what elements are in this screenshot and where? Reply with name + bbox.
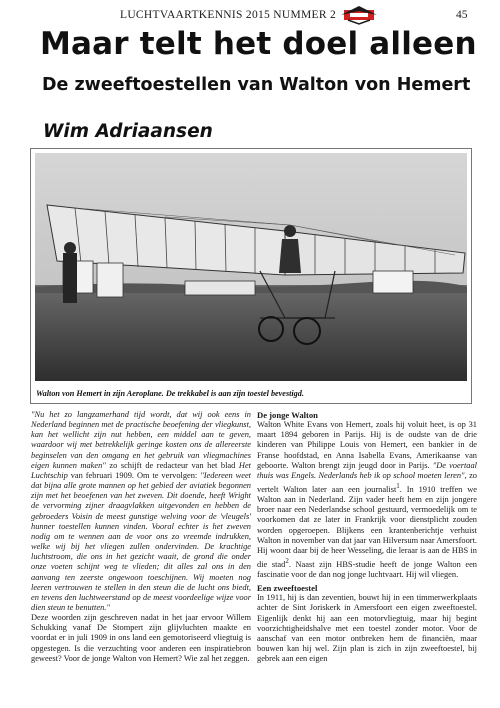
photo-caption: Walton von Hemert in zijn Aeroplane. De trekkabel is aan zijn toestel bevestigd. bbox=[36, 389, 304, 398]
article-author: Wim Adriaansen bbox=[43, 121, 213, 142]
quote-attribution: zo schijft de redacteur van het blad bbox=[105, 460, 239, 470]
glider-paragraph: In 1911, hij is dan zeventien, bouwt hij in een timmerwerkplaats achter de Sint Joriskerk in Amersfoort een eigen zweeftoestel. Eigenlijk denkt hij aan een motorvliegtuig, maar hij begint voorzichtigheidshalve met een toestel zonder motor. Voor de aanschaf van een motor ontbreken hem de financiën, maar bouwen kan hij wel. Zijn plan is zich in zijn zweeftoestel, bij gebrek aan een eigen bbox=[257, 593, 477, 664]
biography-text: . Naast zijn HBS-studie heeft de jonge Walton een fascinatie voor de dan nog jonge luchtvaart. Hij wil vliegen. bbox=[257, 559, 477, 579]
magazine-logo-icon bbox=[340, 5, 378, 25]
walton-quote: "De voertaal thuis was Engels. Nederlands heb ik op school moeten leren" bbox=[257, 460, 477, 480]
section-heading-glider: Een zweeftoestel bbox=[257, 583, 318, 594]
article-subtitle: De zweeftoestellen van Walton von Hemert bbox=[42, 75, 471, 95]
reflection-paragraph: Deze woorden zijn geschreven nadat in het jaar ervoor Willem Schukking vanaf De Stompert zijn glijvluchten maakte en voordat er in juli 1909 in ons land een gemotoriseerd vliegtuig is opgestegen. Is die verzuchting voor anderen een inspiratiebron geweest? Voor de jonge Walton von Hemert? Wie zal het zeggen. bbox=[31, 613, 251, 663]
right-column bbox=[257, 410, 477, 664]
biography-text: . In 1910 treffen we Walton aan in Nederland. Zijn vader heeft hem en zijn jongere broer naar een Nederlandse school gestuurd, vermoedelijk om te voorkomen dat ze later in Frankrijk voor dienstplicht zouden worden opgeroepen. Blijkens een krantenberichtje verhuist Walton in november van dat jaar van Hilversum naar Amersfoort. Hij woont daar bij de heer Wesseling, die leraar is aan de HBS in die stad bbox=[257, 484, 477, 569]
photo-figure bbox=[30, 148, 472, 404]
page-number: 45 bbox=[456, 9, 468, 21]
left-column bbox=[31, 410, 251, 664]
second-quote: "Iedereen weet dat bijna alle grote mannen op het gebied der aviatiek begonnen zijn met het beoefenen van het zweven. Dit doende, heeft Wright de vervorming zijner draagvlakken uitgevonden en hebben de gebroeders Voisin de meest gunstige welving voor de 'vleugels' hunner toestellen kunnen vinden. Vooral echter is het zweven nodig om te wennen aan de voor ons zo vreemde indrukken, welke wij bij het vliegen zullen ondervinden. De krachtige luchtstroom, die ons in het gezicht waait, de grond die onder onze voeten schijnt weg te vlieden; dit alles zal ons in den aanvang ten zeerste ongewoon toeschijnen. Wij moeten nog leeren vertrouwen te stellen in den steun die de lucht ons biedt, en tevens den luchtweerstand op de meest voordeelige wijze voor dien steun te benutten." bbox=[31, 470, 251, 612]
opening-quote: "Nu het zo langzamerhand tijd wordt, dat wij ook eens in Nederland beginnen met de practische beoefening der vliegkunst, kan het wellicht zijn nut hebben, een middel aan te geven, waardoor wij met betrekkelijk geringe kosten ons de allereerste beginselen van den omgang en het gebruik van vliegmachines eigen kunnen maken" bbox=[31, 410, 251, 470]
footnote-marker[interactable]: 1 bbox=[396, 482, 400, 491]
running-header: LUCHTVAARTKENNIS 2015 NUMMER 2 bbox=[120, 9, 337, 21]
section-heading-young-walton: De jonge Walton bbox=[257, 410, 318, 420]
biography-text: Walton White Evans von Hemert, zoals hij voluit heet, is op 31 maart 1894 geboren in Parijs. Hij is de oudste van de drie kinderen van Philippe Louis von Hemert, een bankier in de Franse hoofdstad, en Anna Isabella Evans, Amerikaanse van geboorte. Walton brengt zijn jeugd door in Parijs. bbox=[257, 420, 477, 470]
biography-text: , zo vertelt Walton later aan een journalist bbox=[257, 470, 477, 494]
intro-paragraph bbox=[31, 410, 251, 613]
biography-paragraph bbox=[257, 420, 477, 580]
footnote-marker[interactable]: 2 bbox=[285, 556, 289, 565]
article-title: Maar telt het doel alleen bbox=[40, 26, 477, 62]
quote-continuation: van februari 1909. Om te vervolgen: bbox=[67, 470, 201, 480]
magazine-name: Het Luchtschip bbox=[31, 460, 251, 480]
glider-photo bbox=[35, 153, 467, 381]
